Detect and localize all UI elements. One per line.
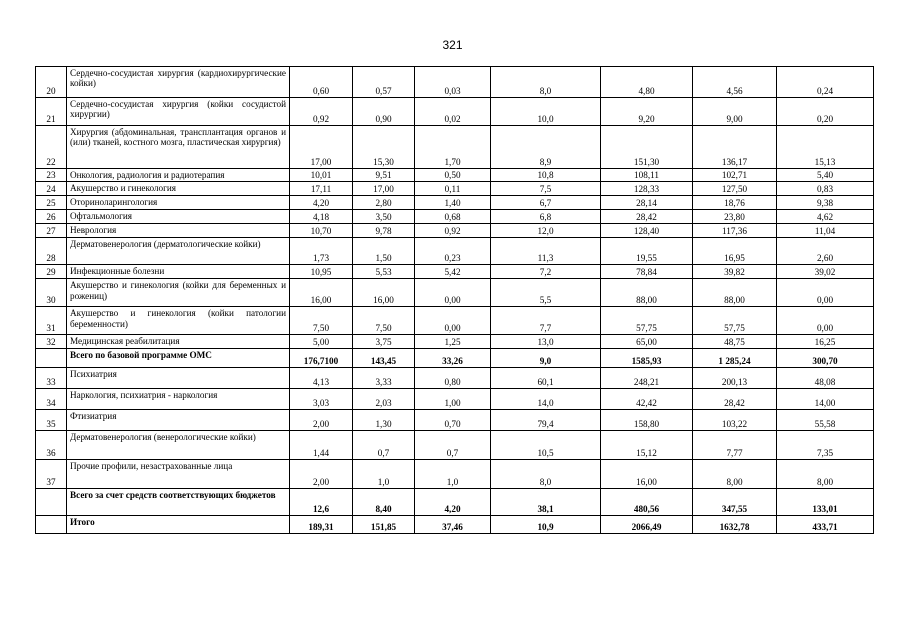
value-cell: 15,13: [777, 126, 874, 169]
value-cell: 16,00: [601, 460, 693, 489]
row-number: 35: [36, 410, 67, 431]
value-cell: 10,70: [290, 224, 353, 238]
value-cell: 57,75: [693, 307, 777, 335]
profile-name: Онкология, радиология и радиотерапия: [67, 169, 290, 182]
table-row: [36, 265, 874, 279]
value-cell: 8,0: [491, 67, 601, 98]
value-cell: 1,25: [415, 335, 491, 349]
value-cell: 433,71: [777, 516, 874, 534]
value-cell: 2,00: [290, 410, 353, 431]
value-cell: 128,33: [601, 182, 693, 196]
value-cell: 200,13: [693, 368, 777, 389]
value-cell: 12,0: [491, 224, 601, 238]
table-row: [36, 489, 874, 516]
value-cell: 9,0: [491, 349, 601, 368]
profile-name: Медицинская реабилитация: [67, 335, 290, 349]
value-cell: 5,5: [491, 279, 601, 307]
table-row: [36, 349, 874, 368]
row-number: 29: [36, 265, 67, 279]
value-cell: 7,77: [693, 431, 777, 460]
value-cell: 480,56: [601, 489, 693, 516]
value-cell: 65,00: [601, 335, 693, 349]
table-row: [36, 516, 874, 534]
table-row: [36, 307, 874, 335]
row-number: 24: [36, 182, 67, 196]
value-cell: 7,50: [353, 307, 415, 335]
value-cell: 7,5: [491, 182, 601, 196]
value-cell: 10,9: [491, 516, 601, 534]
value-cell: 151,30: [601, 126, 693, 169]
value-cell: 15,12: [601, 431, 693, 460]
page-number: 321: [442, 38, 463, 52]
value-cell: 78,84: [601, 265, 693, 279]
table-row: [36, 126, 874, 169]
value-cell: 48,75: [693, 335, 777, 349]
profile-name: Акушерство и гинекология (койки для беременных и рожениц): [67, 279, 290, 307]
row-number: 21: [36, 98, 67, 126]
value-cell: 11,04: [777, 224, 874, 238]
value-cell: 37,46: [415, 516, 491, 534]
value-cell: 0,11: [415, 182, 491, 196]
value-cell: 39,02: [777, 265, 874, 279]
row-number: 36: [36, 431, 67, 460]
value-cell: 2,60: [777, 238, 874, 265]
value-cell: 48,08: [777, 368, 874, 389]
value-cell: 17,00: [290, 126, 353, 169]
value-cell: 0,02: [415, 98, 491, 126]
value-cell: 28,14: [601, 196, 693, 210]
value-cell: 8,40: [353, 489, 415, 516]
value-cell: 2066,49: [601, 516, 693, 534]
row-number: 23: [36, 169, 67, 182]
table-row: [36, 410, 874, 431]
value-cell: 2,03: [353, 389, 415, 410]
profile-name: Инфекционные болезни: [67, 265, 290, 279]
value-cell: 1 285,24: [693, 349, 777, 368]
value-cell: 16,25: [777, 335, 874, 349]
value-cell: 9,78: [353, 224, 415, 238]
value-cell: 14,00: [777, 389, 874, 410]
value-cell: 1,30: [353, 410, 415, 431]
value-cell: 151,85: [353, 516, 415, 534]
value-cell: 5,42: [415, 265, 491, 279]
value-cell: 1585,93: [601, 349, 693, 368]
value-cell: 0,83: [777, 182, 874, 196]
value-cell: 16,95: [693, 238, 777, 265]
value-cell: 4,18: [290, 210, 353, 224]
profile-name: Акушерство и гинекология: [67, 182, 290, 196]
table-row: [36, 279, 874, 307]
value-cell: 1,73: [290, 238, 353, 265]
table-row: [36, 224, 874, 238]
value-cell: 3,03: [290, 389, 353, 410]
profile-name: Оториноларингология: [67, 196, 290, 210]
value-cell: 3,50: [353, 210, 415, 224]
value-cell: 1,50: [353, 238, 415, 265]
value-cell: 1,0: [353, 460, 415, 489]
value-cell: 9,51: [353, 169, 415, 182]
value-cell: 4,62: [777, 210, 874, 224]
value-cell: 8,00: [777, 460, 874, 489]
hospital-beds-table: [35, 66, 874, 534]
table-row: [36, 431, 874, 460]
profile-name: Сердечно-сосудистая хирургия (койки сосудистой хирургии): [67, 98, 290, 126]
value-cell: 300,70: [777, 349, 874, 368]
value-cell: 176,7100: [290, 349, 353, 368]
value-cell: 19,55: [601, 238, 693, 265]
profile-name: Наркология, психиатрия - наркология: [67, 389, 290, 410]
value-cell: 33,26: [415, 349, 491, 368]
value-cell: 136,17: [693, 126, 777, 169]
value-cell: 5,00: [290, 335, 353, 349]
value-cell: 1,44: [290, 431, 353, 460]
value-cell: 0,20: [777, 98, 874, 126]
value-cell: 16,00: [353, 279, 415, 307]
table-row: [36, 67, 874, 98]
profile-name: Прочие профили, незастрахованные лица: [67, 460, 290, 489]
value-cell: 0,70: [415, 410, 491, 431]
profile-name: Всего за счет средств соответствующих бюджетов: [67, 489, 290, 516]
value-cell: 17,11: [290, 182, 353, 196]
profile-name: Неврология: [67, 224, 290, 238]
value-cell: 8,0: [491, 460, 601, 489]
row-number: 27: [36, 224, 67, 238]
value-cell: 8,00: [693, 460, 777, 489]
value-cell: 2,80: [353, 196, 415, 210]
value-cell: 3,75: [353, 335, 415, 349]
profile-name: Фтизиатрия: [67, 410, 290, 431]
value-cell: 12,6: [290, 489, 353, 516]
row-number: 22: [36, 126, 67, 169]
value-cell: 14,0: [491, 389, 601, 410]
table-row: [36, 196, 874, 210]
row-number: 34: [36, 389, 67, 410]
value-cell: 57,75: [601, 307, 693, 335]
value-cell: 9,20: [601, 98, 693, 126]
value-cell: 4,20: [290, 196, 353, 210]
row-number: 25: [36, 196, 67, 210]
value-cell: 133,01: [777, 489, 874, 516]
value-cell: 55,58: [777, 410, 874, 431]
profile-name: Акушерство и гинекология (койки патологии беременности): [67, 307, 290, 335]
value-cell: 0,00: [415, 307, 491, 335]
value-cell: 248,21: [601, 368, 693, 389]
row-number: 28: [36, 238, 67, 265]
table-body: [36, 67, 874, 534]
value-cell: 2,00: [290, 460, 353, 489]
value-cell: 4,56: [693, 67, 777, 98]
value-cell: 7,50: [290, 307, 353, 335]
table-row: [36, 389, 874, 410]
value-cell: 0,68: [415, 210, 491, 224]
value-cell: 23,80: [693, 210, 777, 224]
value-cell: 1,00: [415, 389, 491, 410]
value-cell: 1,0: [415, 460, 491, 489]
value-cell: 0,24: [777, 67, 874, 98]
row-number: [36, 349, 67, 368]
value-cell: 28,42: [601, 210, 693, 224]
value-cell: 11,3: [491, 238, 601, 265]
table-row: [36, 210, 874, 224]
value-cell: 9,38: [777, 196, 874, 210]
value-cell: 10,95: [290, 265, 353, 279]
value-cell: 9,00: [693, 98, 777, 126]
value-cell: 5,53: [353, 265, 415, 279]
row-number: 20: [36, 67, 67, 98]
value-cell: 4,13: [290, 368, 353, 389]
value-cell: 0,00: [777, 307, 874, 335]
value-cell: 13,0: [491, 335, 601, 349]
value-cell: 88,00: [601, 279, 693, 307]
value-cell: 1632,78: [693, 516, 777, 534]
value-cell: 143,45: [353, 349, 415, 368]
value-cell: 60,1: [491, 368, 601, 389]
value-cell: 108,11: [601, 169, 693, 182]
profile-name: Хирургия (абдоминальная, трансплантация органов и (или) тканей, костного мозга, пластическая хирургия): [67, 126, 290, 169]
value-cell: 0,57: [353, 67, 415, 98]
profile-name: Психиатрия: [67, 368, 290, 389]
value-cell: 16,00: [290, 279, 353, 307]
value-cell: 0,7: [353, 431, 415, 460]
value-cell: 103,22: [693, 410, 777, 431]
value-cell: 15,30: [353, 126, 415, 169]
value-cell: 8,9: [491, 126, 601, 169]
profile-name: Всего по базовой программе ОМС: [67, 349, 290, 368]
value-cell: 28,42: [693, 389, 777, 410]
table-row: [36, 335, 874, 349]
value-cell: 102,71: [693, 169, 777, 182]
value-cell: 0,00: [777, 279, 874, 307]
profile-name: Сердечно-сосудистая хирургия (кардиохирургические койки): [67, 67, 290, 98]
profile-name: Дерматовенерология (венерологические койки): [67, 431, 290, 460]
row-number: 37: [36, 460, 67, 489]
value-cell: 4,80: [601, 67, 693, 98]
row-number: 33: [36, 368, 67, 389]
value-cell: 38,1: [491, 489, 601, 516]
value-cell: 0,23: [415, 238, 491, 265]
value-cell: 7,7: [491, 307, 601, 335]
value-cell: 0,92: [415, 224, 491, 238]
value-cell: 4,20: [415, 489, 491, 516]
value-cell: 10,01: [290, 169, 353, 182]
profile-name: Дерматовенерология (дерматологические койки): [67, 238, 290, 265]
table-row: [36, 238, 874, 265]
value-cell: 10,0: [491, 98, 601, 126]
value-cell: 79,4: [491, 410, 601, 431]
profile-name: Итого: [67, 516, 290, 534]
value-cell: 17,00: [353, 182, 415, 196]
value-cell: 5,40: [777, 169, 874, 182]
profile-name: Офтальмология: [67, 210, 290, 224]
value-cell: 127,50: [693, 182, 777, 196]
value-cell: 347,55: [693, 489, 777, 516]
row-number: 32: [36, 335, 67, 349]
value-cell: 6,8: [491, 210, 601, 224]
row-number: [36, 489, 67, 516]
table-row: [36, 460, 874, 489]
value-cell: 39,82: [693, 265, 777, 279]
row-number: [36, 516, 67, 534]
value-cell: 0,92: [290, 98, 353, 126]
value-cell: 1,40: [415, 196, 491, 210]
value-cell: 6,7: [491, 196, 601, 210]
table-row: [36, 182, 874, 196]
value-cell: 42,42: [601, 389, 693, 410]
row-number: 30: [36, 279, 67, 307]
value-cell: 10,8: [491, 169, 601, 182]
value-cell: 88,00: [693, 279, 777, 307]
value-cell: 128,40: [601, 224, 693, 238]
value-cell: 3,33: [353, 368, 415, 389]
value-cell: 10,5: [491, 431, 601, 460]
value-cell: 117,36: [693, 224, 777, 238]
value-cell: 0,00: [415, 279, 491, 307]
value-cell: 0,50: [415, 169, 491, 182]
value-cell: 189,31: [290, 516, 353, 534]
table-row: [36, 169, 874, 182]
value-cell: 7,35: [777, 431, 874, 460]
value-cell: 0,60: [290, 67, 353, 98]
value-cell: 158,80: [601, 410, 693, 431]
row-number: 26: [36, 210, 67, 224]
value-cell: 0,03: [415, 67, 491, 98]
table-row: [36, 98, 874, 126]
value-cell: 0,7: [415, 431, 491, 460]
value-cell: 1,70: [415, 126, 491, 169]
table-row: [36, 368, 874, 389]
value-cell: 0,90: [353, 98, 415, 126]
row-number: 31: [36, 307, 67, 335]
value-cell: 7,2: [491, 265, 601, 279]
value-cell: 0,80: [415, 368, 491, 389]
value-cell: 18,76: [693, 196, 777, 210]
